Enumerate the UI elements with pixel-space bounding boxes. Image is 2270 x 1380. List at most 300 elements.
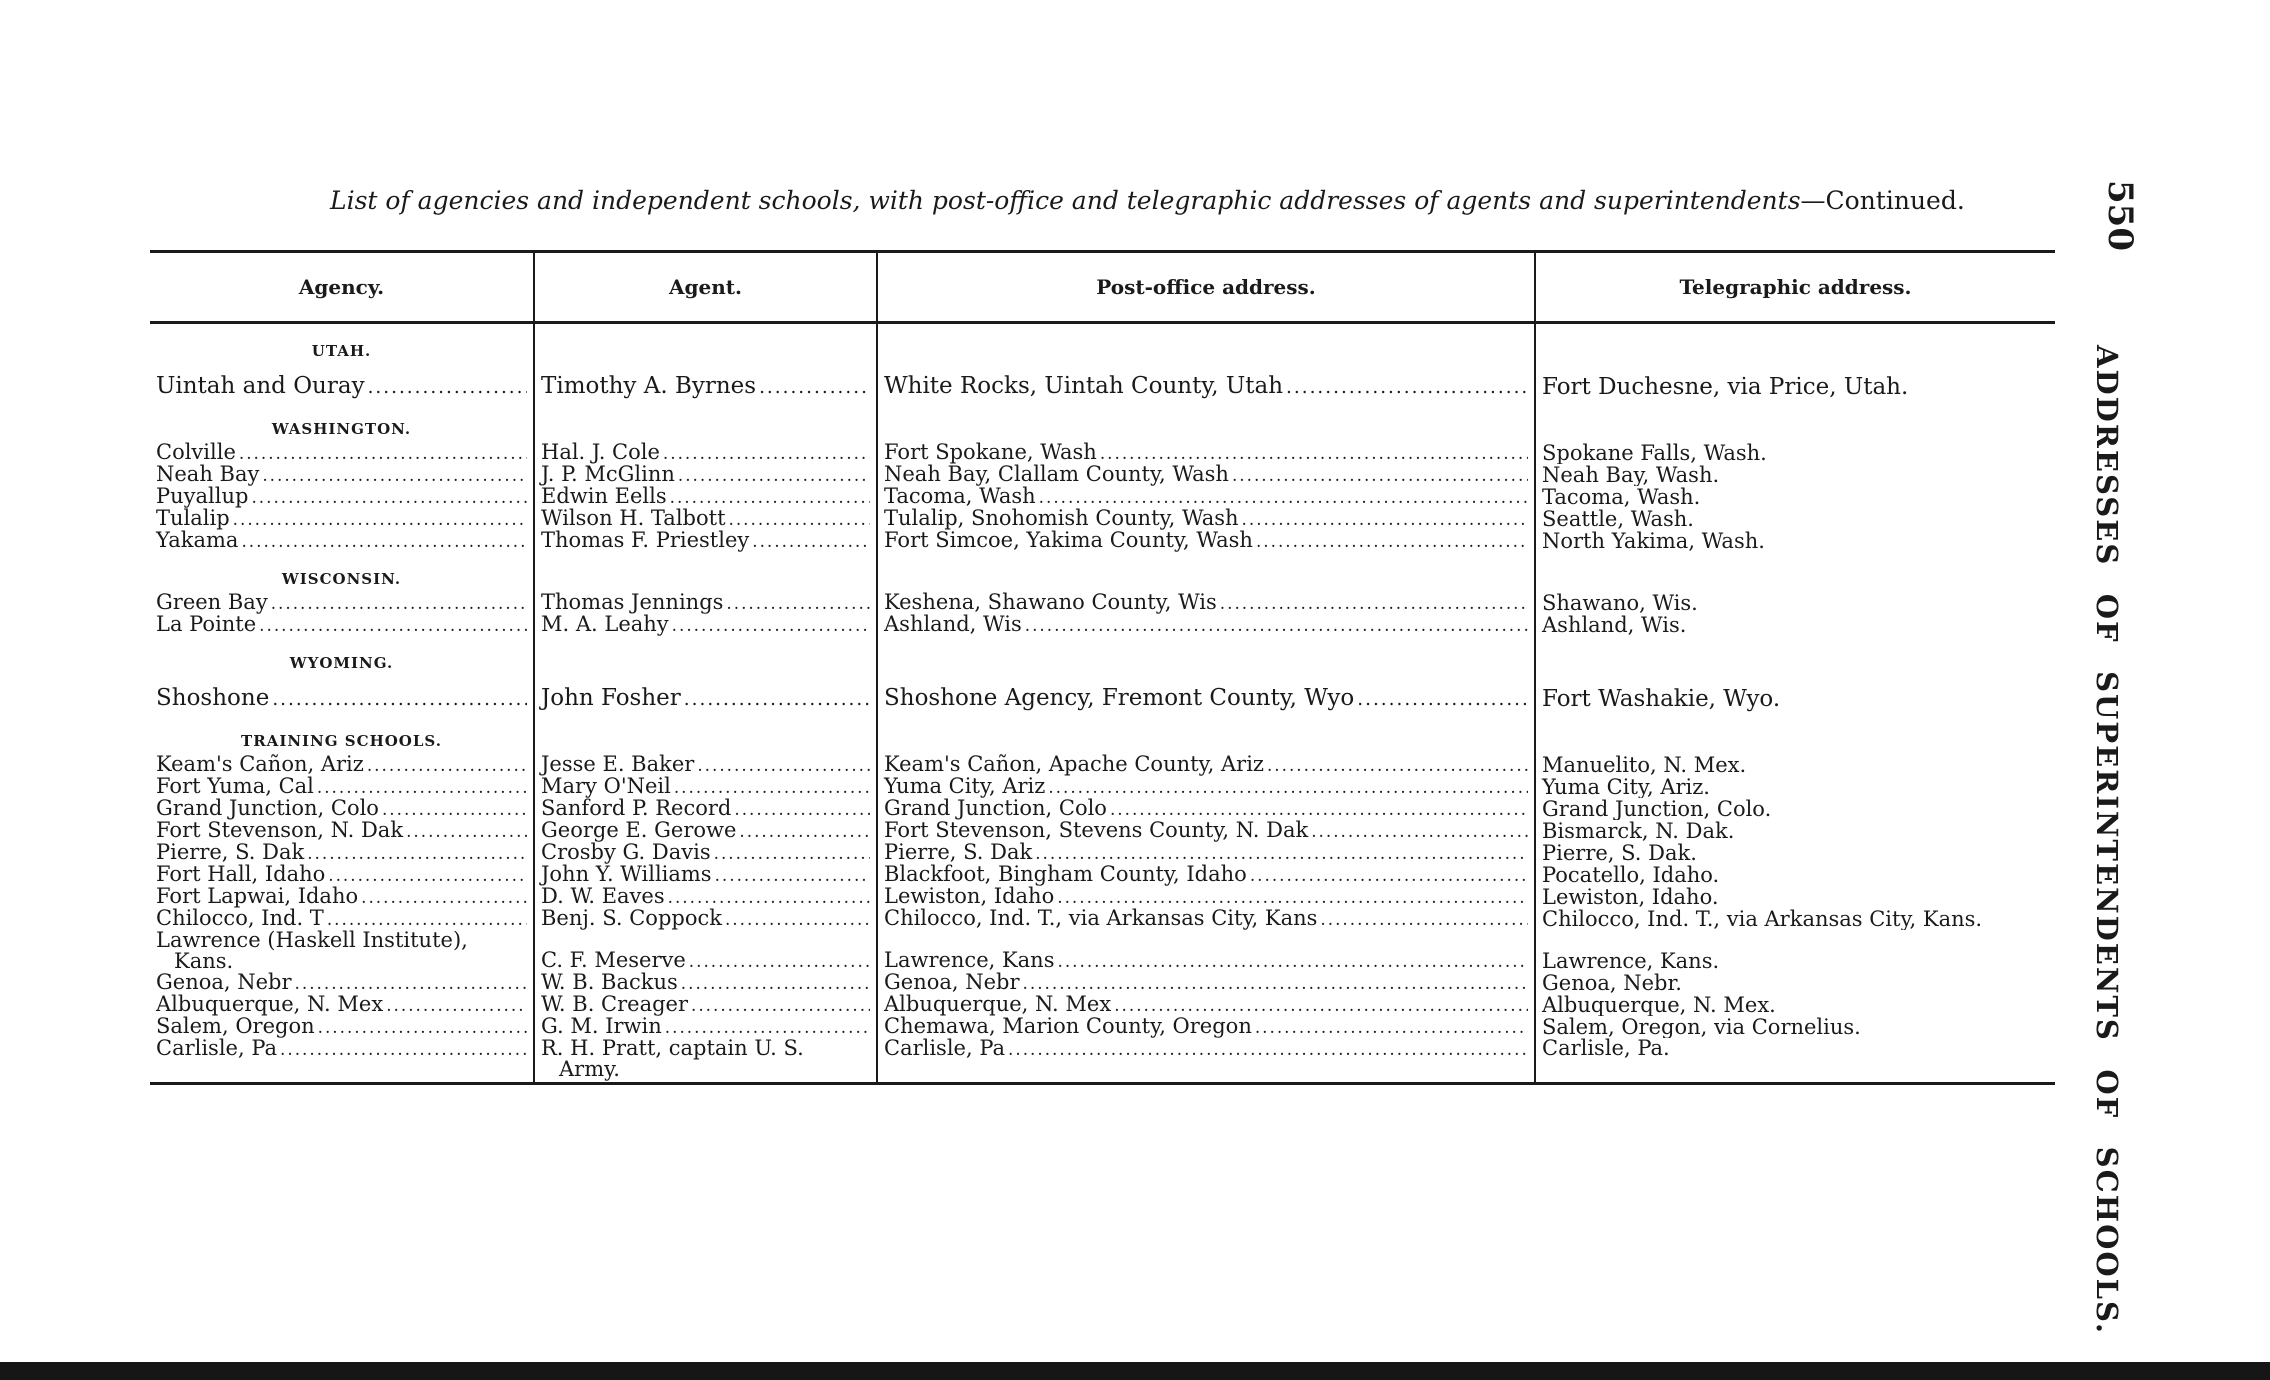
cell-text: Neah Bay, Clallam County, Wash (884, 464, 1229, 486)
cell-text: Thomas F. Priestley (541, 530, 750, 552)
table-row (150, 1016, 2055, 1038)
cell-text: Puyallup (156, 486, 249, 508)
agent-cell (534, 930, 877, 972)
telegraphic-cell (1535, 364, 2055, 402)
telegraphic-cell (1535, 820, 2055, 842)
cell-text: Lawrence, Kans (884, 948, 1055, 972)
dot-leader (318, 1017, 527, 1038)
post-office-cell (877, 676, 1535, 714)
cell-text: Fort Washakie, Wyo. (1542, 686, 1781, 712)
dot-leader (259, 615, 527, 636)
agency-cell (150, 886, 534, 908)
caption-text: List of agencies and independent schools, with post-office and telegraphic addresses of agents and superintendents (330, 186, 1801, 215)
dot-leader (367, 755, 527, 776)
table-row (150, 864, 2055, 886)
post-office-cell (877, 508, 1535, 530)
dot-leader (1250, 865, 1528, 886)
post-office-cell (877, 614, 1535, 636)
empty-cell (877, 714, 1535, 754)
header-agent: Agent. (534, 252, 877, 323)
cell-text: Tacoma, Wash (884, 486, 1036, 508)
cell-text: Keam's Cañon, Apache County, Ariz (884, 754, 1264, 776)
cell-text: Fort Stevenson, N. Dak (156, 820, 404, 842)
dot-leader (1242, 509, 1528, 530)
agent-cell (534, 364, 877, 402)
post-office-cell (877, 364, 1535, 402)
cell-line: Lawrence (Haskell Institute), (156, 930, 468, 952)
section-row (150, 714, 2055, 754)
dot-leader (674, 777, 870, 798)
dot-leader (271, 593, 527, 614)
agent-cell (534, 442, 877, 464)
dot-leader (406, 821, 527, 842)
cell-text: W. B. Backus (541, 972, 678, 994)
cell-text: Uintah and Ouray (156, 373, 365, 399)
cell-text: Grand Junction, Colo (884, 798, 1107, 820)
table-row (150, 364, 2055, 402)
cell-text: Mary O'Neil (541, 776, 671, 798)
post-office-cell (877, 908, 1535, 930)
empty-cell (877, 636, 1535, 676)
agent-cell (534, 676, 877, 714)
telegraphic-cell (1535, 842, 2055, 864)
telegraphic-cell (1535, 614, 2055, 636)
dot-leader (1267, 755, 1528, 776)
cell-line-continued: Kans. (174, 949, 234, 972)
agent-cell (534, 908, 877, 930)
dot-leader (1357, 689, 1528, 710)
agent-cell (534, 530, 877, 552)
post-office-cell (877, 1038, 1535, 1084)
dot-leader (317, 777, 527, 798)
dot-leader (1286, 377, 1528, 398)
cell-text: John Y. Williams (541, 864, 712, 886)
dot-leader (726, 593, 870, 614)
dot-leader (386, 995, 527, 1016)
agency-cell (150, 820, 534, 842)
post-office-cell (877, 776, 1535, 798)
telegraphic-cell (1535, 592, 2055, 614)
telegraphic-cell (1535, 464, 2055, 486)
dot-leader (1114, 995, 1528, 1016)
cell-text: Grand Junction, Colo (156, 798, 379, 820)
page-margin (2080, 180, 2150, 1335)
cell-text: Fort Spokane, Wash (884, 442, 1097, 464)
telegraphic-cell (1535, 530, 2055, 552)
telegraphic-cell (1535, 754, 2055, 776)
cell-text: North Yakima, Wash. (1542, 530, 1765, 552)
dot-leader (697, 755, 870, 776)
dot-leader (1035, 843, 1528, 864)
cell-text: Genoa, Nebr (156, 972, 292, 994)
empty-cell (1535, 636, 2055, 676)
post-office-cell (877, 972, 1535, 994)
dot-leader (739, 821, 870, 842)
dot-leader (1311, 821, 1528, 842)
cell-text: Albuquerque, N. Mex. (1542, 994, 1776, 1016)
empty-cell (534, 402, 877, 442)
cell-text: Pierre, S. Dak. (1542, 842, 1697, 864)
telegraphic-cell (1535, 864, 2055, 886)
cell-text: Lewiston, Idaho. (1542, 886, 1719, 908)
cell-text: Blackfoot, Bingham County, Idaho (884, 864, 1247, 886)
table-row (150, 1038, 2055, 1084)
cell-text: Lewiston, Idaho (884, 886, 1055, 908)
agency-cell (150, 1016, 534, 1038)
agent-cell (534, 886, 877, 908)
telegraphic-cell (1535, 972, 2055, 994)
dot-leader (691, 995, 870, 1016)
dot-leader (1057, 887, 1528, 908)
cell-text: White Rocks, Uintah County, Utah (884, 373, 1284, 399)
table-row (150, 676, 2055, 714)
section-heading: UTAH. (150, 323, 534, 365)
cell-text: Green Bay (156, 592, 268, 614)
agencies-table (150, 250, 2055, 1085)
header-telegraphic: Telegraphic address. (1535, 252, 2055, 323)
dot-leader (233, 509, 527, 530)
table-body (150, 323, 2055, 1084)
agency-cell (150, 776, 534, 798)
cell-text: Genoa, Nebr. (1542, 972, 1682, 994)
cell-text: Chemawa, Marion County, Oregon (884, 1016, 1252, 1038)
agency-cell (150, 676, 534, 714)
telegraphic-cell (1535, 798, 2055, 820)
agency-cell (150, 842, 534, 864)
empty-cell (1535, 714, 2055, 754)
cell-text: Salem, Oregon, via Cornelius. (1542, 1016, 1861, 1038)
telegraphic-cell (1535, 908, 2055, 930)
cell-text: W. B. Creager (541, 994, 689, 1016)
dot-leader (361, 887, 527, 908)
dot-leader (1255, 1017, 1528, 1038)
cell-text: G. M. Irwin (541, 1016, 662, 1038)
table-row (150, 754, 2055, 776)
agent-cell (534, 486, 877, 508)
cell-text: Keam's Cañon, Ariz (156, 754, 364, 776)
post-office-cell (877, 754, 1535, 776)
cell-text: Fort Stevenson, Stevens County, N. Dak (884, 820, 1309, 842)
section-row (150, 636, 2055, 676)
post-office-cell (877, 1016, 1535, 1038)
caption-continued: —Continued. (1800, 186, 1965, 215)
dot-leader (725, 909, 870, 930)
cell-text: Shoshone Agency, Fremont County, Wyo (884, 685, 1355, 711)
dot-leader (668, 887, 870, 908)
dot-leader (1039, 487, 1528, 508)
cell-text: Carlisle, Pa (156, 1038, 278, 1060)
dot-leader (1057, 951, 1528, 972)
table-row (150, 530, 2055, 552)
cell-text: Lawrence, Kans. (1542, 949, 1720, 972)
table-row (150, 442, 2055, 464)
table-row (150, 508, 2055, 530)
cell-text: Pocatello, Idaho. (1542, 864, 1720, 886)
telegraphic-cell (1535, 442, 2055, 464)
dot-leader (672, 615, 870, 636)
cell-text: Fort Lapwai, Idaho (156, 886, 359, 908)
header-agency: Agency. (150, 252, 534, 323)
dot-leader (1048, 777, 1528, 798)
dot-leader (1256, 531, 1528, 552)
dot-leader (307, 843, 527, 864)
cell-text: Thomas Jennings (541, 592, 724, 614)
agency-cell (150, 994, 534, 1016)
dot-leader (759, 377, 870, 398)
agency-cell (150, 364, 534, 402)
cell-text: Grand Junction, Colo. (1542, 798, 1772, 820)
agency-cell (150, 442, 534, 464)
cell-text: Pierre, S. Dak (156, 842, 305, 864)
cell-text: Pierre, S. Dak (884, 842, 1033, 864)
dot-leader (714, 843, 870, 864)
post-office-cell (877, 486, 1535, 508)
table-row (150, 842, 2055, 864)
empty-cell (877, 402, 1535, 442)
dot-leader (729, 509, 870, 530)
dot-leader (251, 487, 527, 508)
dot-leader (1220, 593, 1528, 614)
cell-text: Hal. J. Cole (541, 442, 660, 464)
section-heading: WYOMING. (150, 636, 534, 676)
agency-cell (150, 464, 534, 486)
agency-cell (150, 864, 534, 886)
cell-text: J. P. McGlinn (541, 464, 675, 486)
dot-leader (689, 951, 870, 972)
post-office-cell (877, 930, 1535, 972)
dot-leader (1025, 615, 1528, 636)
cell-text: Tulalip, Snohomish County, Wash (884, 508, 1239, 530)
cell-text: Edwin Eells (541, 486, 667, 508)
agent-cell (534, 972, 877, 994)
telegraphic-cell (1535, 508, 2055, 530)
dot-leader (670, 487, 870, 508)
agent-cell (534, 592, 877, 614)
empty-cell (534, 636, 877, 676)
dot-leader (684, 689, 870, 710)
cell-text: Fort Hall, Idaho (156, 864, 326, 886)
cell-line: R. H. Pratt, captain U. S. (541, 1038, 804, 1060)
agent-cell (534, 1016, 877, 1038)
cell-text: Fort Simcoe, Yakima County, Wash (884, 530, 1253, 552)
empty-cell (877, 552, 1535, 592)
cell-text: M. A. Leahy (541, 614, 669, 636)
agent-cell (534, 776, 877, 798)
cell-text: Albuquerque, N. Mex (884, 994, 1112, 1016)
cell-text: D. W. Eaves (541, 886, 665, 908)
cell-text: George E. Gerowe (541, 820, 737, 842)
cell-text: Neah Bay, Wash. (1542, 464, 1720, 486)
empty-cell (1535, 323, 2055, 365)
cell-text: La Pointe (156, 614, 257, 636)
cell-text: Yakama (156, 530, 239, 552)
cell-text: C. F. Meserve (541, 948, 686, 972)
cell-text: Manuelito, N. Mex. (1542, 754, 1747, 776)
post-office-cell (877, 820, 1535, 842)
agency-cell (150, 1038, 534, 1084)
dot-leader (1320, 909, 1528, 930)
dot-leader (241, 531, 527, 552)
cell-text: Bismarck, N. Dak. (1542, 820, 1735, 842)
running-title: ADDRESSES OF SUPERINTENDENTS OF SCHOOLS. (2090, 345, 2124, 1335)
section-heading: WASHINGTON. (150, 402, 534, 442)
section-heading: TRAINING SCHOOLS. (150, 714, 534, 754)
telegraphic-cell (1535, 676, 2055, 714)
table-row (150, 994, 2055, 1016)
cell-text: Tacoma, Wash. (1542, 486, 1701, 508)
post-office-cell (877, 592, 1535, 614)
cell-text: Jesse E. Baker (541, 754, 695, 776)
dot-leader (328, 865, 527, 886)
dot-leader (262, 465, 527, 486)
cell-text: Keshena, Shawano County, Wis (884, 592, 1217, 614)
dot-leader (295, 973, 527, 994)
dot-leader (663, 443, 870, 464)
cell-text: Sanford P. Record (541, 798, 732, 820)
agent-cell (534, 798, 877, 820)
cell-text: Carlisle, Pa (884, 1038, 1006, 1060)
post-office-cell (877, 864, 1535, 886)
table-row (150, 972, 2055, 994)
agency-cell (150, 908, 534, 930)
cell-text: Albuquerque, N. Mex (156, 994, 384, 1016)
cell-text: Yuma City, Ariz. (1542, 776, 1710, 798)
agency-cell (150, 972, 534, 994)
cell-text: Spokane Falls, Wash. (1542, 442, 1767, 464)
dot-leader (280, 1039, 527, 1060)
cell-text: Chilocco, Ind. T (156, 908, 324, 930)
page-number: 550 (2100, 180, 2140, 251)
post-office-cell (877, 886, 1535, 908)
cell-text: Wilson H. Talbott (541, 508, 726, 530)
dot-leader (715, 865, 870, 886)
agent-cell (534, 1038, 877, 1084)
cell-text: Timothy A. Byrnes (541, 373, 757, 399)
dot-leader (1110, 799, 1528, 820)
agency-cell (150, 754, 534, 776)
table-row (150, 820, 2055, 842)
section-row (150, 552, 2055, 592)
table-row (150, 592, 2055, 614)
empty-cell (534, 552, 877, 592)
agent-cell (534, 614, 877, 636)
post-office-cell (877, 842, 1535, 864)
cell-text: Fort Yuma, Cal (156, 776, 314, 798)
agent-cell (534, 994, 877, 1016)
dot-leader (272, 689, 527, 710)
cell-text: Ashland, Wis (884, 614, 1022, 636)
cell-text: Tulalip (156, 508, 230, 530)
cell-line-continued: Army. (559, 1057, 620, 1081)
table-row (150, 908, 2055, 930)
table-row (150, 776, 2055, 798)
telegraphic-cell (1535, 776, 2055, 798)
section-row (150, 323, 2055, 365)
cell-text: Neah Bay (156, 464, 260, 486)
agent-cell (534, 464, 877, 486)
header-row (150, 252, 2055, 323)
cell-text: Carlisle, Pa. (1542, 1038, 1670, 1060)
table-row (150, 614, 2055, 636)
cell-text: Benj. S. Coppock (541, 908, 722, 930)
empty-cell (534, 323, 877, 365)
table-row (150, 798, 2055, 820)
empty-cell (877, 323, 1535, 365)
agency-cell (150, 798, 534, 820)
cell-text: John Fosher (541, 685, 681, 711)
telegraphic-cell (1535, 886, 2055, 908)
cell-text: Genoa, Nebr (884, 972, 1020, 994)
agent-cell (534, 754, 877, 776)
section-row (150, 402, 2055, 442)
cell-text: Seattle, Wash. (1542, 508, 1694, 530)
dot-leader (239, 443, 527, 464)
dot-leader (1008, 1039, 1528, 1060)
dot-leader (734, 799, 870, 820)
cell-text: Shoshone (156, 685, 270, 711)
cell-text: Colville (156, 442, 236, 464)
table-row (150, 486, 2055, 508)
agency-cell (150, 592, 534, 614)
dot-leader (382, 799, 527, 820)
table-row (150, 464, 2055, 486)
table-row (150, 886, 2055, 908)
post-office-cell (877, 442, 1535, 464)
dot-leader (327, 909, 527, 930)
telegraphic-cell (1535, 486, 2055, 508)
dot-leader (368, 377, 527, 398)
agency-cell (150, 486, 534, 508)
header-post-office: Post-office address. (877, 252, 1535, 323)
table-row (150, 930, 2055, 972)
scan-border (0, 1362, 2270, 1380)
telegraphic-cell (1535, 930, 2055, 972)
cell-text: Crosby G. Davis (541, 842, 711, 864)
agent-cell (534, 842, 877, 864)
telegraphic-cell (1535, 1016, 2055, 1038)
telegraphic-cell (1535, 1038, 2055, 1084)
agent-cell (534, 820, 877, 842)
cell-text: Chilocco, Ind. T., via Arkansas City, Kans (884, 908, 1318, 930)
cell-text: Yuma City, Ariz (884, 776, 1046, 798)
dot-leader (1023, 973, 1528, 994)
table-caption (330, 186, 1965, 215)
cell-text: Salem, Oregon (156, 1016, 315, 1038)
post-office-cell (877, 530, 1535, 552)
agency-cell (150, 508, 534, 530)
dot-leader (1232, 465, 1528, 486)
agency-cell (150, 614, 534, 636)
empty-cell (1535, 552, 2055, 592)
post-office-cell (877, 994, 1535, 1016)
agency-cell (150, 530, 534, 552)
dot-leader (665, 1017, 870, 1038)
dot-leader (1100, 443, 1528, 464)
empty-cell (1535, 402, 2055, 442)
dot-leader (678, 465, 870, 486)
cell-text: Chilocco, Ind. T., via Arkansas City, Kans. (1542, 908, 1983, 930)
cell-text: Fort Duchesne, via Price, Utah. (1542, 374, 1909, 400)
dot-leader (681, 973, 870, 994)
cell-text: Shawano, Wis. (1542, 592, 1698, 614)
agency-cell (150, 930, 534, 972)
agent-cell (534, 864, 877, 886)
section-heading: WISCONSIN. (150, 552, 534, 592)
empty-cell (534, 714, 877, 754)
telegraphic-cell (1535, 994, 2055, 1016)
post-office-cell (877, 464, 1535, 486)
cell-text: Ashland, Wis. (1542, 614, 1687, 636)
